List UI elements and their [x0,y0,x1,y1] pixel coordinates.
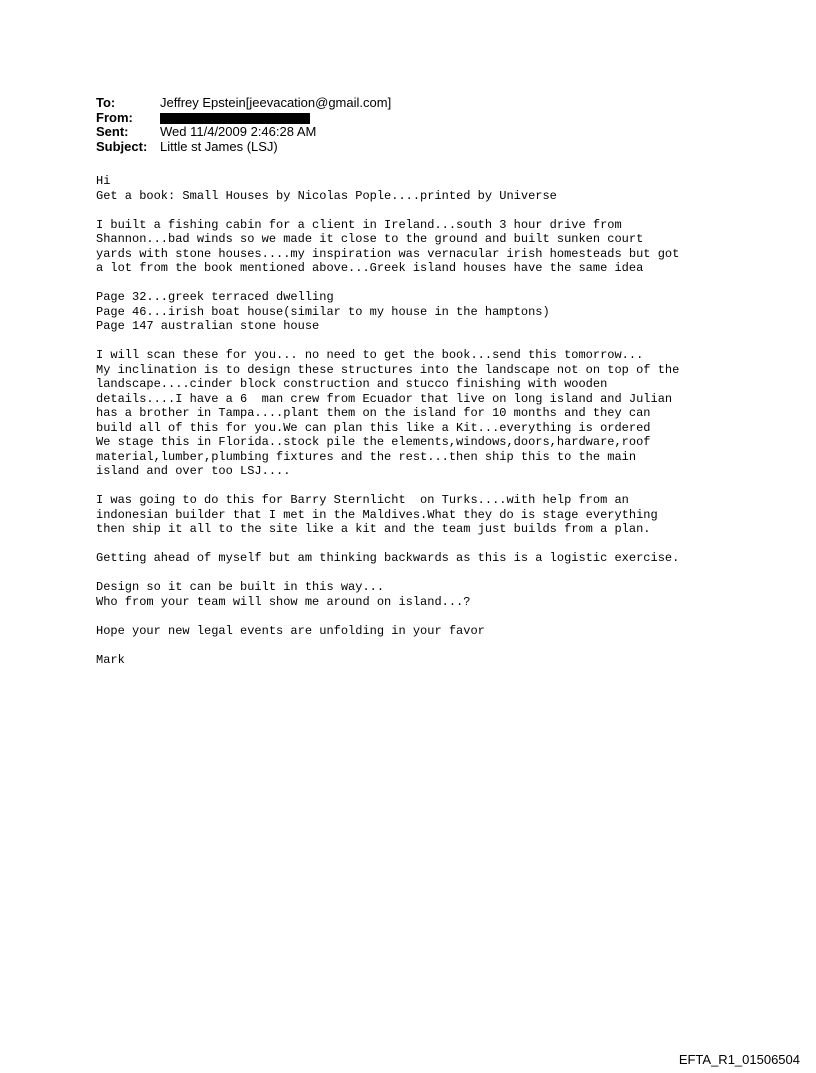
to-row [96,96,391,111]
body-paragraph [96,218,679,276]
subject-label: Subject: [96,138,148,154]
body-paragraph [96,290,679,334]
body-paragraph [96,174,679,203]
body-line: has a brother in Tampa....plant them on the island for 10 months and they can [96,406,651,420]
body-line: Page 46...irish boat house(similar to my house in the hamptons) [96,304,550,319]
body-line: a lot from the book mentioned above...Greek island houses have the same idea [96,261,644,275]
body-line: Who from your team will show me around on island...? [96,594,471,609]
body-paragraph [96,493,679,537]
body-line: indonesian builder that I met in the Maldives.What they do is stage everything [96,507,658,522]
body-paragraph [96,348,679,479]
body-line: Shannon...bad winds so we made it close to the ground and built sunken court [96,232,644,246]
body-line: Page 32...greek terraced dwelling [96,290,334,304]
document-id: EFTA_R1_01506504 [678,1052,800,1067]
subject-value: Little st James (LSJ) [160,138,278,154]
body-line: Mark [96,652,125,667]
body-line: then ship it all to the site like a kit and the team just builds from a plan. [96,522,651,536]
body-line: landscape....cinder block construction and stucco finishing with wooden [96,377,608,391]
body-line: Hi [96,174,111,188]
body-paragraph [96,580,679,609]
body-line: Hope your new legal events are unfolding in your favor [96,623,485,638]
body-line: material,lumber,plumbing fixtures and the rest...then ship this to the main [96,449,637,464]
body-line: details....I have a 6 man crew from Ecuador that live on long island and Julian [96,391,673,406]
body-line: island and over too LSJ.... [96,464,291,478]
from-label: From: [96,109,133,125]
email-body [96,174,679,667]
subject-row [96,140,391,155]
body-paragraph [96,551,679,566]
body-line: My inclination is to design these structures into the landscape not on top of the [96,362,680,377]
from-row [96,111,391,126]
sent-value: Wed 11/4/2009 2:46:28 AM [160,124,317,139]
sent-row [96,125,391,140]
body-line: I will scan these for you... no need to get the book...send this tomorrow... [96,348,644,362]
body-line: I was going to do this for Barry Sternlicht on Turks....with help from an [96,493,629,507]
body-line: yards with stone houses....my inspiration was vernacular irish homesteads but got [96,246,680,261]
redaction-block [160,113,310,124]
to-label: To: [96,95,116,110]
body-line: We stage this in Florida..stock pile the elements,windows,doors,hardware,roof [96,435,651,449]
body-line: Getting ahead of myself but am thinking backwards as this is a logistic exercise. [96,551,680,565]
body-line: build all of this for you.We can plan this like a Kit...everything is ordered [96,420,651,435]
body-paragraph [96,624,679,639]
body-line: I built a fishing cabin for a client in Ireland...south 3 hour drive from [96,217,622,232]
email-header [96,96,391,154]
body-line: Design so it can be built in this way... [96,580,385,594]
to-value: Jeffrey Epstein[jeevacation@gmail.com] [160,95,392,110]
body-line: Page 147 australian stone house [96,319,320,333]
body-paragraph [96,653,679,668]
body-line: Get a book: Small Houses by Nicolas Pople....printed by Universe [96,188,557,203]
sent-label: Sent: [96,124,129,139]
